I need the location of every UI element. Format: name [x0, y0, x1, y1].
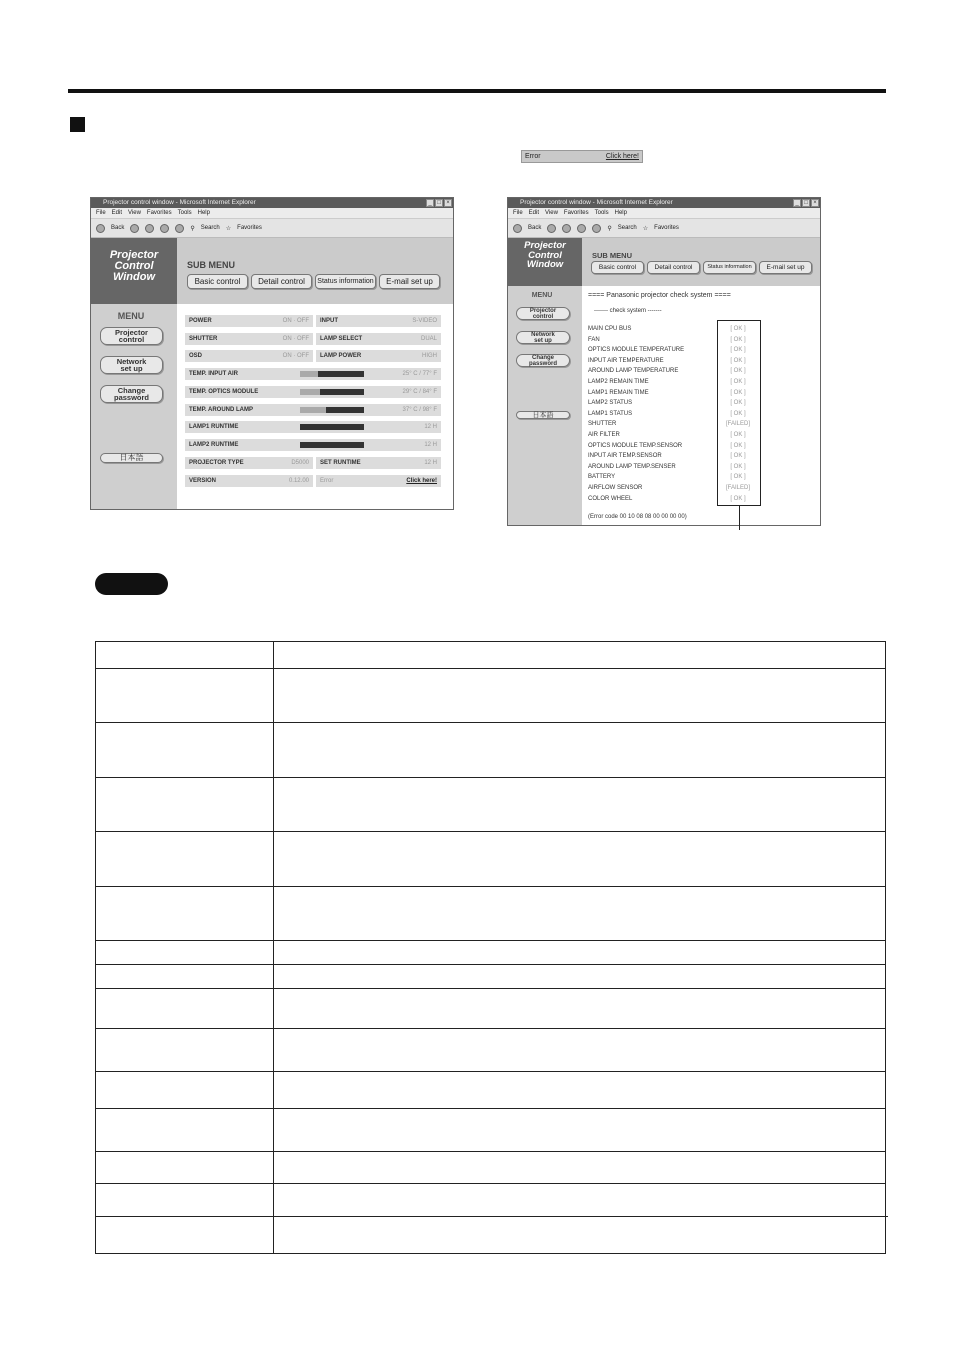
status-temp-around-lamp: TEMP. AROUND LAMP 37° C / 98° F: [185, 404, 441, 416]
network-setup-button[interactable]: Network set up: [516, 331, 570, 344]
status-information-button[interactable]: Status information: [315, 274, 376, 289]
menu-edit[interactable]: Edit: [111, 210, 123, 216]
home-icon[interactable]: [592, 224, 601, 233]
top-rule: [68, 89, 886, 93]
check-item-name: SHUTTER: [588, 421, 617, 428]
check-item-name: LAMP1 STATUS: [588, 410, 633, 417]
check-item-status: [FAILED]: [725, 485, 750, 491]
check-item-name: LAMP2 STATUS: [588, 400, 633, 407]
minimize-icon[interactable]: _: [426, 199, 434, 207]
table-row: [96, 1109, 886, 1152]
maximize-icon[interactable]: □: [802, 199, 810, 207]
menu-favorites[interactable]: Favorites: [146, 210, 172, 216]
favorites-label[interactable]: Favorites: [654, 225, 679, 231]
check-item-name: FAN: [588, 336, 600, 343]
projector-control-button[interactable]: Projector control: [100, 327, 163, 345]
page-content: [508, 238, 820, 525]
check-item-status: [FAILED]: [725, 421, 750, 428]
basic-control-button[interactable]: Basic control: [187, 274, 248, 289]
section-bullet-icon: [70, 117, 85, 132]
status-power: POWER ON · OFF: [185, 315, 313, 327]
japanese-button[interactable]: 日本語: [516, 411, 570, 419]
menu-edit[interactable]: Edit: [528, 210, 540, 216]
check-item-name: AROUND LAMP TEMPERATURE: [588, 368, 679, 375]
search-label[interactable]: Search: [617, 225, 637, 231]
maximize-icon[interactable]: □: [435, 199, 443, 207]
search-label[interactable]: Search: [200, 225, 220, 231]
window-title: Projector control window - Microsoft Internet Explorer: [103, 199, 256, 206]
check-item-name: COLOR WHEEL: [588, 495, 633, 502]
check-item-status: [ OK ]: [730, 495, 746, 502]
table-row: [96, 832, 886, 887]
status-lamp1-runtime: LAMP1 RUNTIME 12 H: [185, 421, 441, 433]
status-lamp-power: LAMP POWER HIGH: [316, 350, 441, 362]
check-item-status: [ OK ]: [730, 368, 746, 375]
status-osd: OSD ON · OFF: [185, 350, 313, 362]
back-icon[interactable]: [513, 224, 522, 233]
menu-view[interactable]: View: [545, 210, 558, 216]
check-item-name: BATTERY: [588, 474, 616, 481]
check-item-status: [ OK ]: [730, 442, 746, 449]
check-system-title: ==== Panasonic projector check system ====: [588, 292, 731, 299]
status-projector-type: PROJECTOR TYPE D5000: [185, 457, 313, 469]
window-title-bar: [508, 198, 820, 208]
menu-title: MENU: [117, 311, 145, 321]
browser-window-check-system: [507, 197, 821, 526]
projector-control-logo: Projector Control Window: [508, 238, 582, 286]
check-item-name: MAIN CPU BUS: [588, 326, 632, 332]
check-item-name: INPUT AIR TEMP.SENSOR: [588, 453, 662, 460]
status-lamp2-runtime: LAMP2 RUNTIME 12 H: [185, 439, 441, 451]
menu-bar: [508, 208, 820, 219]
sub-menu-header: [582, 238, 820, 286]
home-icon[interactable]: [175, 224, 184, 233]
status-input: INPUT S-VIDEO: [316, 315, 441, 327]
check-item-status: [ OK ]: [730, 347, 746, 354]
check-system-subtitle: ------- check system -------: [594, 308, 662, 314]
minimize-icon[interactable]: _: [793, 199, 801, 207]
status-version: VERSION 0.12.00: [185, 475, 313, 487]
search-icon[interactable]: ⚲: [190, 225, 195, 232]
status-temp-optics-module: TEMP. OPTICS MODULE 29° C / 84° F: [185, 386, 441, 398]
table-row: [96, 1029, 886, 1072]
error-inline-link[interactable]: Click here!: [605, 153, 639, 160]
table-row: [96, 941, 886, 965]
margin-tick: [884, 1216, 888, 1217]
check-item-name: AIR FILTER: [588, 432, 620, 438]
email-setup-button[interactable]: E-mail set up: [379, 274, 440, 289]
change-password-button[interactable]: Change password: [100, 385, 163, 403]
projector-control-button[interactable]: Projector control: [516, 307, 570, 320]
submenu-title: SUB MENU: [592, 251, 633, 260]
refresh-icon[interactable]: [577, 224, 586, 233]
table-row: [96, 1072, 886, 1109]
detail-control-button[interactable]: Detail control: [647, 261, 700, 274]
status-information-button[interactable]: Status information: [703, 261, 756, 274]
left-menu-column: [508, 238, 582, 525]
check-item-status: [ OK ]: [730, 432, 746, 438]
basic-control-button[interactable]: Basic control: [591, 261, 644, 274]
back-label[interactable]: Back: [528, 225, 542, 231]
back-label[interactable]: Back: [111, 225, 125, 231]
refresh-icon[interactable]: [160, 224, 169, 233]
browser-window-status: [90, 197, 454, 510]
window-title: Projector control window - Microsoft Internet Explorer: [520, 199, 673, 206]
table-row: [96, 1217, 886, 1254]
check-item-status: [ OK ]: [730, 379, 746, 385]
check-item-status: [ OK ]: [730, 326, 746, 332]
check-item-name: AROUND LAMP TEMP.SENSER: [588, 463, 676, 470]
check-item-status: [ OK ]: [730, 357, 746, 364]
table-row: [96, 778, 886, 832]
table-row: [96, 1184, 886, 1217]
check-item-name: LAMP2 REMAIN TIME: [588, 379, 649, 385]
favorites-icon[interactable]: ☆: [642, 225, 649, 232]
close-icon[interactable]: ×: [811, 199, 819, 207]
check-item-status: [ OK ]: [730, 463, 746, 470]
menu-view[interactable]: View: [128, 210, 141, 216]
table-row: [96, 965, 886, 989]
page-content: [91, 238, 453, 509]
network-setup-button[interactable]: Network set up: [100, 356, 163, 374]
japanese-button[interactable]: 日本語: [100, 453, 163, 463]
error-code: (Error code 00 10 08 08 00 00 00 00): [588, 514, 687, 520]
favorites-icon[interactable]: ☆: [225, 225, 232, 232]
browser-toolbar: [508, 219, 820, 238]
detail-control-button[interactable]: Detail control: [251, 274, 312, 289]
back-icon[interactable]: [96, 224, 105, 233]
check-item-status: [ OK ]: [730, 410, 746, 417]
status-lamp-select: LAMP SELECT DUAL: [316, 333, 441, 345]
error-inline-bar: [521, 150, 643, 163]
forward-icon[interactable]: [130, 224, 139, 233]
table-row: [96, 642, 886, 669]
check-item-status: [ OK ]: [730, 400, 746, 407]
status-callout-line: [739, 506, 740, 530]
favorites-label[interactable]: Favorites: [237, 225, 262, 231]
stop-icon[interactable]: [145, 224, 154, 233]
table-row: [96, 669, 886, 723]
error-inline-label: Error: [525, 153, 541, 160]
menu-favorites[interactable]: Favorites: [563, 210, 589, 216]
note-badge: [95, 573, 168, 595]
menu-help[interactable]: Help: [614, 210, 627, 216]
check-item-status: [ OK ]: [730, 336, 746, 343]
check-item-status: [ OK ]: [730, 453, 746, 460]
browser-toolbar: [91, 219, 453, 238]
status-set-runtime: SET RUNTIME 12 H: [316, 457, 441, 469]
status-temp-input-air: TEMP. INPUT AIR 25° C / 77° F: [185, 368, 441, 380]
status-callout-box: [717, 320, 761, 506]
left-menu-column: [91, 238, 177, 509]
description-table: [95, 641, 886, 1254]
projector-control-logo: Projector Control Window: [91, 238, 177, 304]
menu-tools[interactable]: Tools: [177, 210, 192, 216]
status-shutter: SHUTTER ON · OFF: [185, 333, 313, 345]
table-row: [96, 1152, 886, 1184]
check-item-name: INPUT AIR TEMPERATURE: [588, 357, 664, 364]
window-title-bar: [91, 198, 453, 208]
check-item-name: AIRFLOW SENSOR: [588, 485, 643, 491]
table-row: [96, 723, 886, 778]
menu-tools[interactable]: Tools: [594, 210, 609, 216]
menu-help[interactable]: Help: [197, 210, 210, 216]
search-icon[interactable]: ⚲: [607, 225, 612, 232]
check-item-name: OPTICS MODULE TEMP.SENSOR: [588, 442, 683, 449]
check-item-status: [ OK ]: [730, 389, 746, 396]
stop-icon[interactable]: [562, 224, 571, 233]
menu-file[interactable]: File: [513, 210, 523, 216]
table-row: [96, 989, 886, 1029]
menu-title: MENU: [531, 292, 553, 299]
sub-menu-header: [177, 238, 453, 304]
status-error: Error Click here!: [316, 475, 441, 487]
check-item-name: LAMP1 REMAIN TIME: [588, 389, 649, 396]
close-icon[interactable]: ×: [444, 199, 452, 207]
check-item-name: OPTICS MODULE TEMPERATURE: [588, 347, 685, 354]
menu-bar: [91, 208, 453, 219]
email-setup-button[interactable]: E-mail set up: [759, 261, 812, 274]
menu-file[interactable]: File: [96, 210, 106, 216]
change-password-button[interactable]: Change password: [516, 354, 570, 367]
error-click-here-link[interactable]: Click here!: [406, 478, 437, 484]
forward-icon[interactable]: [547, 224, 556, 233]
table-row: [96, 887, 886, 941]
submenu-title: SUB MENU: [187, 260, 236, 270]
check-item-status: [ OK ]: [730, 474, 746, 481]
